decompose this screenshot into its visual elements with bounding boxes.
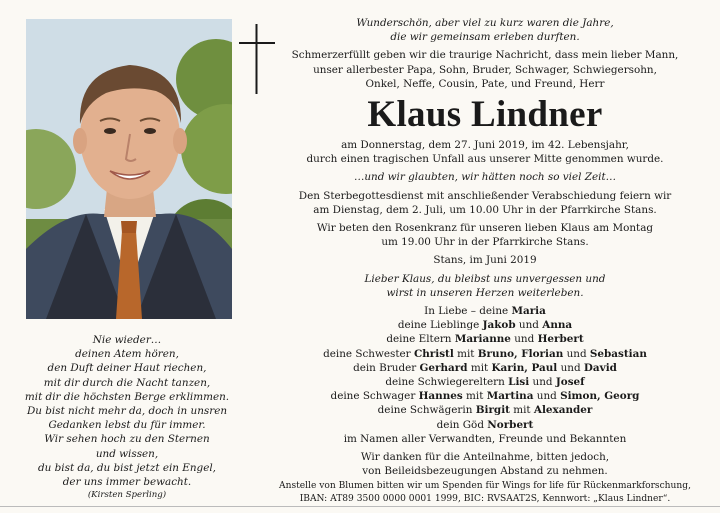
family-member-name: Norbert bbox=[487, 418, 534, 431]
family-line: deine Lieblinge Jakob und Anna bbox=[397, 319, 573, 332]
poem-line: Nie wieder… bbox=[92, 334, 162, 346]
family-member-name: Marianne bbox=[454, 333, 511, 346]
poem bbox=[14, 333, 240, 501]
family-member-name: Jakob bbox=[482, 319, 516, 332]
family-member-name: David bbox=[583, 361, 617, 374]
donation-info bbox=[262, 480, 708, 505]
poem-line: und wissen, bbox=[95, 447, 159, 460]
announcement-line: Onkel, Neffe, Cousin, Pate, und Freund, Herr bbox=[365, 77, 605, 90]
poem-line: den Duft deiner Haut riechen, bbox=[47, 362, 207, 375]
family-member-name: Maria bbox=[511, 305, 546, 318]
farewell-line: wirst in unseren Herzen weiterleben. bbox=[386, 286, 584, 299]
thanks-line: Wir danken für die Anteilnahme, bitten jedoch, bbox=[360, 451, 610, 464]
donation-line: Anstelle von Blumen bitten wir um Spenden für Wings for life für Rückenmarkforschung, bbox=[279, 481, 691, 492]
bottom-divider bbox=[0, 506, 720, 507]
family-member-name: Gerhard bbox=[419, 361, 468, 374]
announcement-line: unser allerbester Papa, Sohn, Bruder, Schwager, Schwiegersohn, bbox=[313, 63, 657, 76]
family-line: In Liebe – deine Maria bbox=[424, 305, 546, 318]
family-line: deine Schwester Christl mit Bruno, Florian und Sebastian bbox=[323, 347, 647, 360]
announcement bbox=[262, 48, 708, 91]
family-member-name: Hannes bbox=[418, 390, 463, 403]
family-line: dein Bruder Gerhard mit Karin, Paul und David bbox=[353, 361, 617, 374]
rosary-info bbox=[262, 221, 708, 249]
family-member-name: Bruno, Florian bbox=[477, 347, 564, 360]
place-date: Stans, im Juni 2019 bbox=[433, 254, 537, 267]
family-line: deine Schwägerin Birgit mit Alexander bbox=[377, 404, 593, 417]
family-member-name: Birgit bbox=[475, 404, 510, 417]
poem-author: (Kirsten Sperling) bbox=[87, 490, 167, 501]
intro-line: die wir gemeinsam erleben durften. bbox=[390, 31, 580, 44]
family-member-name: Simon, Georg bbox=[560, 390, 640, 403]
poem-line: du bist da, du bist jetzt ein Engel, bbox=[38, 461, 216, 474]
poem-line: der uns immer bewacht. bbox=[62, 476, 192, 489]
service-line: Den Sterbegottesdienst mit anschließender Verabschiedung feiern wir bbox=[298, 189, 672, 202]
poem-line: mit dir durch die Nacht tanzen, bbox=[43, 376, 211, 389]
poem-line: Gedanken lebst du für immer. bbox=[48, 419, 206, 432]
family-member-name: Alexander bbox=[533, 404, 593, 417]
service-info bbox=[262, 189, 708, 217]
family-member-name: Karin, Paul bbox=[491, 361, 558, 374]
family-member-name: Anna bbox=[542, 319, 573, 332]
announcement-line: Schmerzerfüllt geben wir die traurige Nachricht, dass mein lieber Mann, bbox=[291, 49, 679, 62]
quote: …und wir glaubten, wir hätten noch so viel Zeit… bbox=[353, 171, 617, 184]
thanks bbox=[262, 450, 708, 478]
family-line: dein Göd Norbert bbox=[436, 418, 534, 431]
family-member-name: Martina bbox=[486, 390, 534, 403]
rosary-line: um 19.00 Uhr in der Pfarrkirche Stans. bbox=[381, 236, 589, 249]
family-member-name: Sebastian bbox=[589, 347, 647, 360]
poem-line: mit dir die höchsten Berge erklimmen. bbox=[24, 390, 230, 403]
service-line: am Dienstag, dem 2. Juli, um 10.00 Uhr in der Pfarrkirche Stans. bbox=[313, 203, 657, 216]
death-info bbox=[262, 138, 708, 166]
family-member-name: Josef bbox=[555, 376, 585, 389]
family-line: im Namen aller Verwandten, Freunde und Bekannten bbox=[343, 432, 627, 445]
donation-line: IBAN: AT89 3500 0000 0001 1999, BIC: RVSAAT2S, Kennwort: „Klaus Lindner“. bbox=[299, 493, 671, 504]
deceased-name: Klaus Lindner bbox=[367, 94, 603, 136]
family-list bbox=[262, 304, 708, 446]
poem-line: Wir sehen hoch zu den Sternen bbox=[44, 433, 210, 446]
portrait-photo bbox=[26, 19, 232, 319]
obituary-text bbox=[262, 16, 708, 505]
farewell bbox=[262, 272, 708, 300]
family-line: deine Schwiegereltern Lisi und Josef bbox=[385, 376, 585, 389]
thanks-line: von Beileidsbezeugungen Abstand zu nehmen. bbox=[362, 465, 608, 478]
family-line: deine Schwager Hannes mit Martina und Simon, Georg bbox=[330, 390, 640, 403]
farewell-line: Lieber Klaus, du bleibst uns unvergessen und bbox=[364, 272, 606, 285]
family-member-name: Christl bbox=[413, 347, 454, 360]
family-member-name: Lisi bbox=[508, 376, 530, 389]
intro-line: Wunderschön, aber viel zu kurz waren die Jahre, bbox=[356, 17, 614, 29]
poem-line: Du bist nicht mehr da, doch in unsren bbox=[26, 405, 228, 418]
family-member-name: Herbert bbox=[537, 333, 584, 346]
death-info-line: durch einen tragischen Unfall aus unserer Mitte genommen wurde. bbox=[306, 153, 664, 166]
rosary-line: Wir beten den Rosenkranz für unseren lieben Klaus am Montag bbox=[316, 222, 654, 235]
family-line: deine Eltern Marianne und Herbert bbox=[386, 333, 584, 346]
death-info-line: am Donnerstag, dem 27. Juni 2019, im 42. Lebensjahr, bbox=[341, 139, 629, 152]
poem-line: deinen Atem hören, bbox=[75, 348, 179, 361]
intro-verse bbox=[262, 16, 708, 44]
